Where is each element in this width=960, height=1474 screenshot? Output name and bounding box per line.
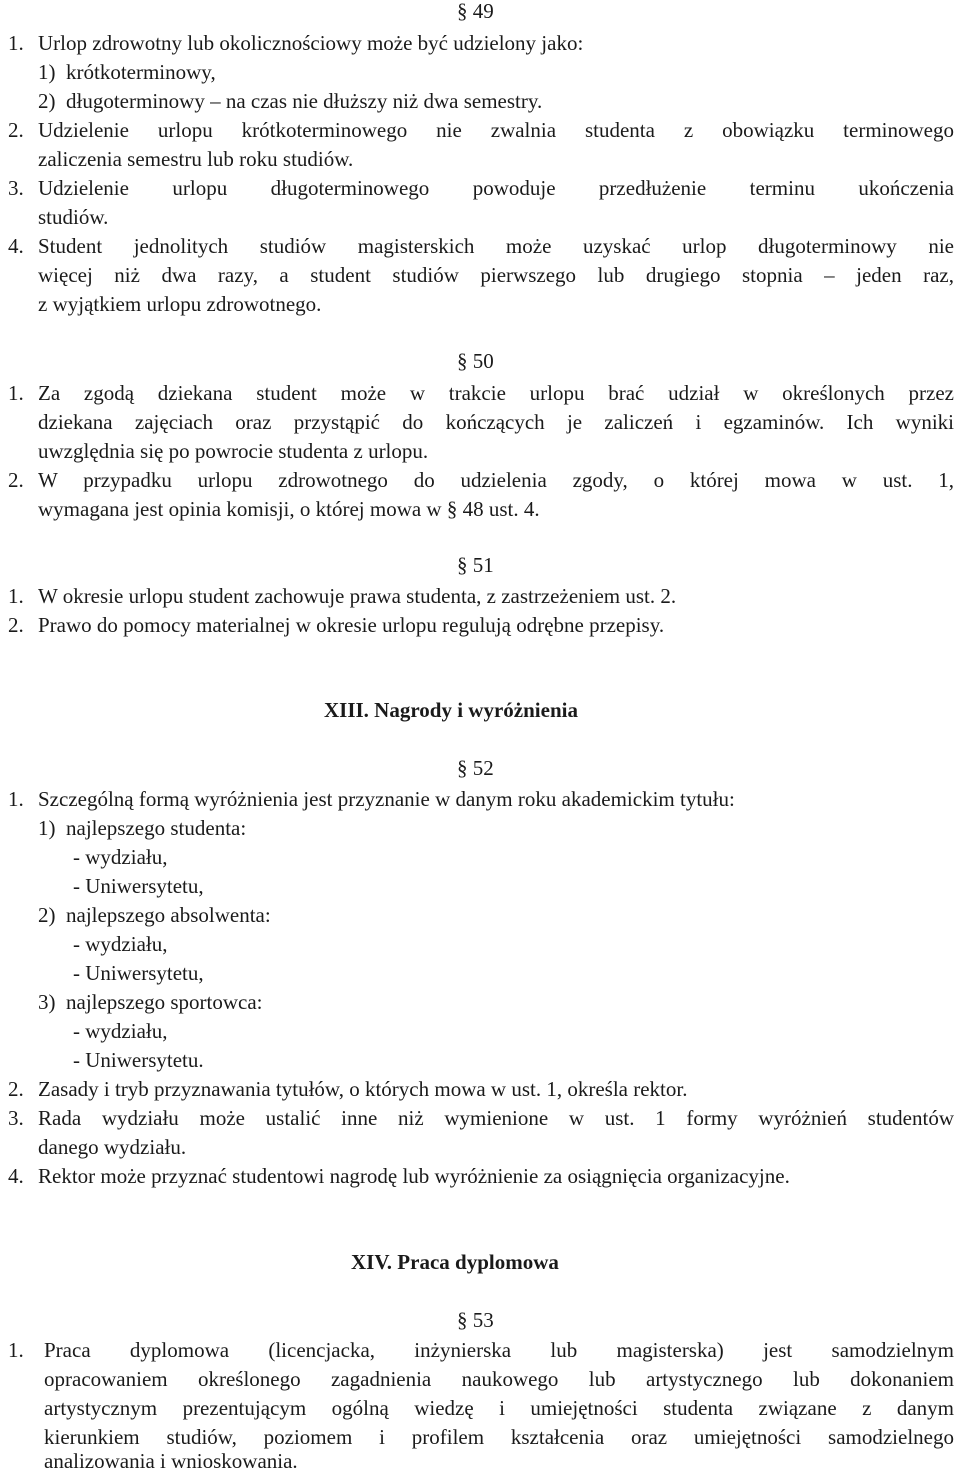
list-item (38, 59, 216, 85)
list-item (8, 467, 954, 493)
item-text: najlepszego studenta: (66, 816, 247, 840)
item-number: 1. (8, 1338, 24, 1362)
item-number: 3) (38, 990, 56, 1014)
item-number: 3. (8, 176, 24, 200)
item-text: najlepszego absolwenta: (66, 903, 271, 927)
list-item (8, 233, 954, 259)
item-number: 1. (8, 584, 24, 608)
item-continuation: dziekana zajęciach oraz przystąpić do kończących je zaliczeń i egzaminów. Ich wyniki (38, 410, 954, 434)
item-number: 1) (38, 816, 56, 840)
chapter-heading: XIII. Nagrody i wyróżnienia (324, 698, 578, 722)
item-text: Szczególną formą wyróżnienia jest przyznanie w danym roku akademickim tytułu: (38, 787, 735, 811)
section-mark: § 53 (457, 1308, 494, 1332)
list-item (8, 583, 676, 609)
list-item: - Uniwersytetu, (73, 874, 204, 898)
item-number: 2) (38, 903, 56, 927)
section-mark: § 50 (457, 349, 494, 373)
list-item (8, 175, 954, 201)
item-number: 1. (8, 381, 24, 405)
item-text: Rada wydziału może ustalić inne niż wymienione w ust. 1 formy wyróżnień studentów (38, 1106, 954, 1130)
item-number: 2. (8, 118, 24, 142)
item-continuation: studiów. (38, 205, 109, 229)
item-number: 1) (38, 60, 56, 84)
item-number: 4. (8, 1164, 24, 1188)
list-item (8, 612, 664, 638)
list-item (8, 786, 735, 812)
item-text: Udzielenie urlopu krótkoterminowego nie zwalnia studenta z obowiązku terminowego (38, 118, 954, 142)
item-continuation: uwzględnia się po powrocie studenta z urlopu. (38, 439, 429, 463)
list-item: - Uniwersytetu. (73, 1048, 204, 1072)
item-number: 2. (8, 468, 24, 492)
item-text: Za zgodą dziekana student może w trakcie urlopu brać udział w określonych przez (38, 381, 954, 405)
list-item (8, 1076, 687, 1102)
item-text: Urlop zdrowotny lub okolicznościowy może być udzielony jako: (38, 31, 584, 55)
list-item: - wydziału, (73, 932, 168, 956)
item-number: 2. (8, 1077, 24, 1101)
item-text: Praca dyplomowa (licencjacka, inżynierska lub magisterska) jest samodzielnym (44, 1338, 954, 1362)
item-continuation: z wyjątkiem urlopu zdrowotnego. (38, 292, 322, 316)
list-item: - Uniwersytetu, (73, 961, 204, 985)
item-continuation: kierunkiem studiów, poziomem i profilem kształcenia oraz umiejętności samodzielnego (44, 1425, 954, 1449)
list-item (8, 380, 954, 406)
item-text: długoterminowy – na czas nie dłuższy niż dwa semestry. (66, 89, 543, 113)
list-item (38, 989, 263, 1015)
list-item (8, 1163, 790, 1189)
item-continuation: zaliczenia semestru lub roku studiów. (38, 147, 354, 171)
item-number: 1. (8, 31, 24, 55)
list-item (8, 1337, 954, 1363)
item-continuation: danego wydziału. (38, 1135, 187, 1159)
item-text: Rektor może przyznać studentowi nagrodę lub wyróżnienie za osiągnięcia organizacyjne. (38, 1164, 790, 1188)
item-text: W okresie urlopu student zachowuje prawa studenta, z zastrzeżeniem ust. 2. (38, 584, 677, 608)
item-text: Udzielenie urlopu długoterminowego powoduje przedłużenie terminu ukończenia (38, 176, 954, 200)
list-item (38, 88, 542, 114)
list-item (8, 1105, 954, 1131)
item-continuation: wymagana jest opinia komisji, o której mowa w § 48 ust. 4. (38, 497, 540, 521)
section-mark: § 49 (457, 0, 494, 23)
section-mark: § 52 (457, 756, 494, 780)
item-text: Student jednolitych studiów magisterskich może uzyskać urlop długoterminowy nie (38, 234, 954, 258)
list-item: - wydziału, (73, 845, 168, 869)
item-continuation: analizowania i wnioskowania. (44, 1449, 298, 1473)
list-item: - wydziału, (73, 1019, 168, 1043)
item-continuation: artystycznym prezentującym ogólną wiedzę i umiejętności studenta związane z danym (44, 1396, 954, 1420)
item-text: najlepszego sportowca: (66, 990, 263, 1014)
item-continuation: opracowaniem określonego zagadnienia naukowego lub artystycznego lub dokonaniem (44, 1367, 954, 1391)
list-item (8, 117, 954, 143)
item-number: 1. (8, 787, 24, 811)
item-number: 3. (8, 1106, 24, 1130)
chapter-heading: XIV. Praca dyplomowa (351, 1250, 559, 1274)
item-text: krótkoterminowy, (66, 60, 216, 84)
list-item (38, 902, 271, 928)
item-text: W przypadku urlopu zdrowotnego do udzielenia zgody, o której mowa w ust. 1, (38, 468, 954, 492)
item-continuation: więcej niż dwa razy, a student studiów pierwszego lub drugiego stopnia – jeden raz, (38, 263, 954, 287)
item-number: 4. (8, 234, 24, 258)
item-text: Zasady i tryb przyznawania tytułów, o których mowa w ust. 1, określa rektor. (38, 1077, 688, 1101)
item-number: 2) (38, 89, 56, 113)
item-text: Prawo do pomocy materialnej w okresie urlopu regulują odrębne przepisy. (38, 613, 665, 637)
list-item (38, 815, 246, 841)
item-number: 2. (8, 613, 24, 637)
list-item (8, 30, 583, 56)
section-mark: § 51 (457, 553, 494, 577)
